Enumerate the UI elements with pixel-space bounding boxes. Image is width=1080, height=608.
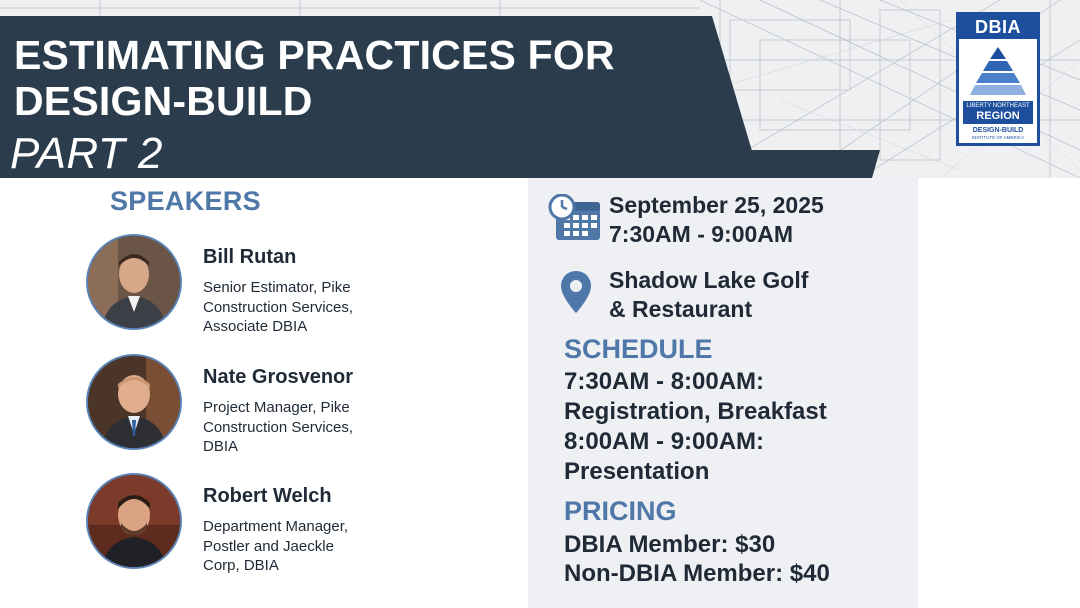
speaker-name: Robert Welch xyxy=(203,485,332,507)
page-title xyxy=(14,32,615,124)
logo-region-big: REGION xyxy=(976,110,1020,122)
speaker-role: Senior Estimator, Pike Construction Services, Associate DBIA xyxy=(203,279,354,335)
dbia-logo xyxy=(956,12,1040,146)
speaker-avatar xyxy=(86,234,182,330)
speaker-card xyxy=(86,234,506,354)
speakers-heading: SPEAKERS xyxy=(110,186,261,216)
pyramid-icon xyxy=(968,45,1028,97)
speaker-avatar xyxy=(86,473,182,569)
logo-bottom xyxy=(959,124,1037,141)
event-date-time xyxy=(609,191,824,249)
location-pin-icon xyxy=(560,270,592,314)
speaker-avatar xyxy=(86,354,182,450)
speaker-role: Department Manager, Postler and Jaeckle Corp, DBIA xyxy=(203,518,349,574)
schedule-line: Registration, Breakfast xyxy=(564,398,827,425)
speaker-name: Bill Rutan xyxy=(203,246,297,268)
event-date: September 25, 2025 xyxy=(609,192,824,218)
title-line-1: ESTIMATING PRACTICES FOR xyxy=(14,32,615,78)
logo-top-text: DBIA xyxy=(959,15,1037,39)
speaker-name: Nate Grosvenor xyxy=(203,366,354,388)
title-line-2: DESIGN-BUILD xyxy=(14,78,313,124)
schedule-heading: SCHEDULE xyxy=(564,334,713,364)
speaker-card xyxy=(86,473,506,593)
schedule-list xyxy=(564,367,827,487)
speaker-card xyxy=(86,354,506,474)
page-subtitle: PART 2 xyxy=(10,129,163,178)
logo-bottom-line1: DESIGN-BUILD xyxy=(972,127,1024,134)
speaker-role: Project Manager, Pike Construction Services, DBIA xyxy=(203,399,354,455)
schedule-line: 8:00AM - 9:00AM: xyxy=(564,428,765,455)
title-accent-strip xyxy=(640,150,880,178)
logo-bottom-line2: INSTITUTE OF AMERICA xyxy=(971,135,1025,140)
schedule-line: Presentation xyxy=(564,458,710,485)
logo-region-box xyxy=(963,101,1033,124)
pricing-list xyxy=(564,530,830,588)
pricing-line: Non-DBIA Member: $40 xyxy=(564,560,830,587)
schedule-line: 7:30AM - 8:00AM: xyxy=(564,368,765,395)
calendar-clock-icon xyxy=(548,194,602,242)
event-location xyxy=(609,266,808,324)
logo-region-small: LIBERTY NORTHEAST xyxy=(966,103,1030,109)
pricing-line: DBIA Member: $30 xyxy=(564,531,776,558)
pricing-heading: PRICING xyxy=(564,496,677,526)
location-line-1: Shadow Lake Golf xyxy=(609,267,809,293)
event-time: 7:30AM - 9:00AM xyxy=(609,221,794,247)
location-line-2: & Restaurant xyxy=(609,296,753,322)
